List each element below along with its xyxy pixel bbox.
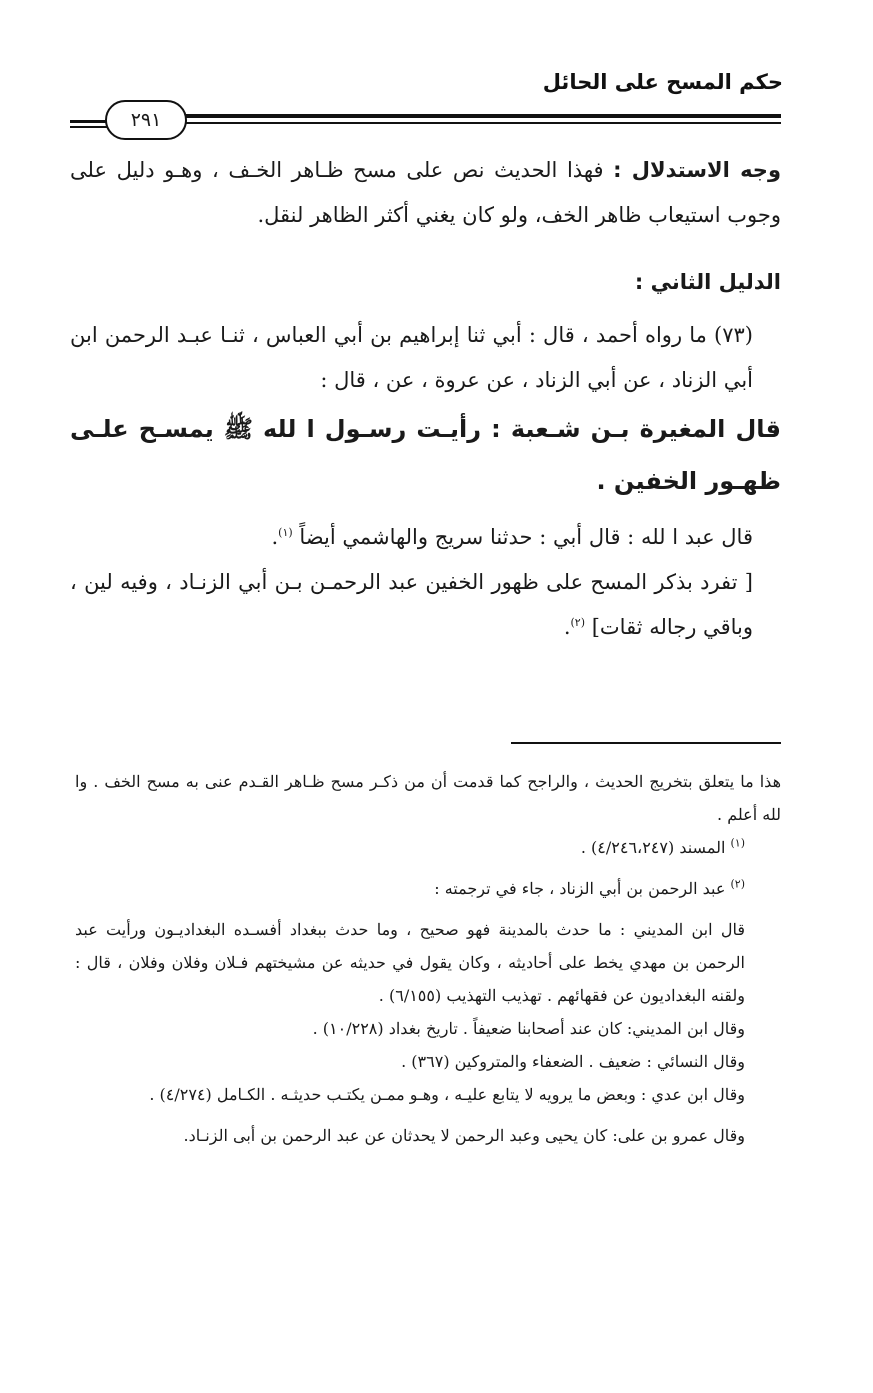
header-rule-left [70,120,110,123]
footnote-1-mark: (١) [730,836,745,850]
quote-ibn-madini: قال ابن المديني : ما حدث بالمدينة فهو صحيح ، وما حدث ببغداد أفسـده البغداديـون ورأيت عبد الرحمن بن مهدي يخط على أحاديثه ، وكان يقول في حديثه عن مشيختهم فـلان وفلان وفلان ، قال : ولقنه البغداديون عن فقهائهم . تهذيب التهذيب (٦/١٥٥) . [75,920,745,1005]
tafarrud-text: [ تفرد بذكر المسح على ظهور الخفين عبد الرحمـن بـن أبي الزنـاد ، وفيه لين ، وباقي رجاله ثقات] [70,570,753,639]
abdullah-text: قال عبد ا لله : قال أبي : حدثنا سريج والهاشمي أيضاً [299,525,753,549]
header-rule-thin [180,122,781,124]
footnote-2 [75,872,781,905]
tafarrud-end: . [563,615,571,639]
header-rule [180,114,781,118]
footnote-ref-2: (٢) [570,616,586,629]
paragraph-isnad: (٧٣) ما رواه أحمد ، قال : أبي ثنا إبراهيم بن أبي العباس ، ثنـا عبـد الرحمن ابن أبي الزناد ، عن أبي الزناد ، عن عروة ، عن ، قال : [70,323,753,392]
footnote-separator [511,742,781,744]
section-heading: الدليل الثاني : [634,270,781,294]
istidlal-text: فهذا الحديث نص على مسح ظـاهر الخـف ، وهـو دليل على وجوب استيعاب ظاهر الخف، ولو كان يغني أكثر الظاهر لنقل. [70,158,781,227]
paragraph-abdullah [70,515,781,560]
paragraph-istidlal [70,148,781,238]
quote-ibn-madini-2: وقال ابن المديني: كان عند أصحابنا ضعيفاً . تاريخ بغداد (١٠/٢٢٨) . [312,1019,745,1038]
header-rule-left-thin [70,126,110,128]
abdullah-end: . [271,525,279,549]
footnote-2-mark: (٢) [730,877,745,891]
footnote-1 [75,831,781,864]
istidlal-label: وجه الاستدلال : [613,158,781,182]
quote-nasai: وقال النسائي : ضعيف . الضعفاء والمتروكين (٣٦٧) . [401,1052,745,1071]
quote-ibn-adi: وقال ابن عدي : وبعض ما يرويه لا يتابع عليـه ، وهـو ممـن يكتـب حديثـه . الكـامل (٤/٢٧٤) . [149,1085,745,1104]
footnotes [75,765,781,1152]
footnote-continuation: هذا ما يتعلق بتخريج الحديث ، والراجح كما قدمت أن من ذكـر مسح ظـاهر القـدم عنى به مسح الخف . وا لله أعلم . [75,772,781,824]
footnote-2-text: عبد الرحمن بن أبي الزناد ، جاء في ترجمته : [434,879,726,898]
page-number: ٢٩١ [105,100,187,140]
main-text [70,148,781,650]
footnote-1-text: المسند (٤/٢٤٦،٢٤٧) . [580,838,726,857]
quote-amr-ibn-ali: وقال عمرو بن على: كان يحيى وعبد الرحمن لا يحدثان عن عبد الرحمن بن أبى الزنـاد. [183,1126,745,1145]
paragraph-tafarrud [70,560,781,650]
hadith-text: قال المغيرة بـن شـعبة : رأيـت رسـول ا لله ﷺ يمسـح علـى ظهـور الخفين . [70,415,781,495]
footnote-ref-1: (١) [278,526,293,539]
running-title: حكم المسح على الحائل [542,70,783,94]
